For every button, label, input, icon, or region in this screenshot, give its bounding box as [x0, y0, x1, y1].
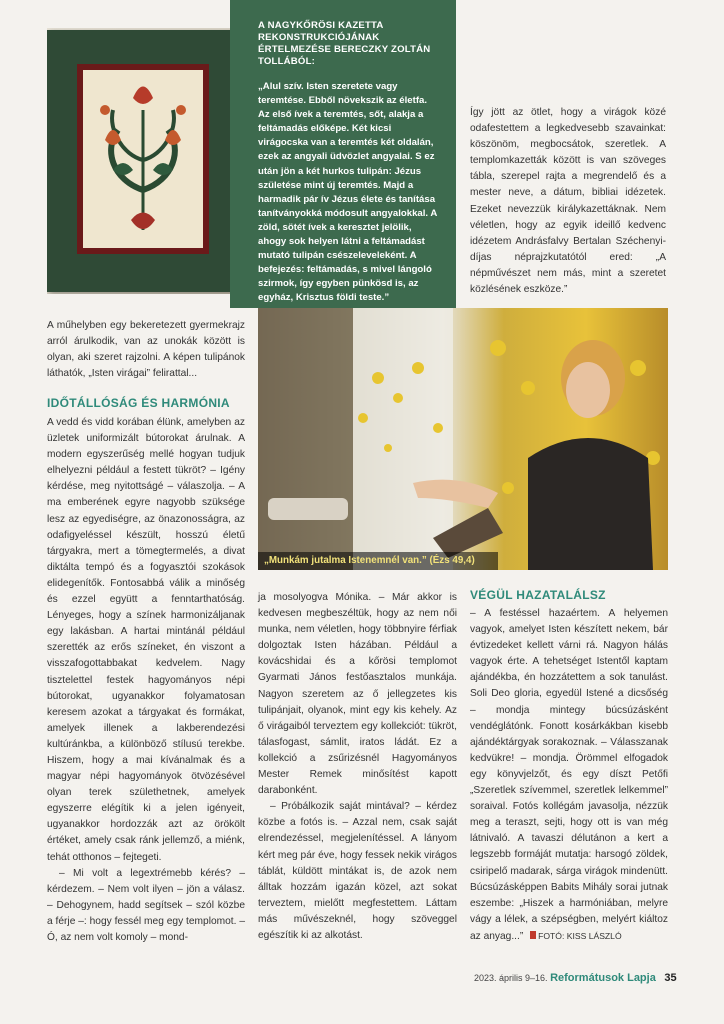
- sidebar-box-title: A NAGYKŐRÖSI KAZETTA REKONSTRUKCIÓJÁNAK ÉRTELMEZÉSE BERECZKY ZOLTÁN TOLLÁBÓL:: [258, 20, 431, 67]
- section-heading-idotallosag: IDŐTÁLLÓSÁG ÉS HARMÓNIA: [47, 396, 230, 410]
- section-heading-vegul-hazatalalsz: VÉGÜL HAZATALÁLSZ: [470, 588, 606, 602]
- right-column-top-text: Így jött az ötlet, hogy a virágok közé odafestettem a legkedvesebb szavainkat: köszönöm, megbocsátok, szeretlek. A templomkazetták között is van szöveges tábla, szerepel rajta a megrendelő és a mester neve, a dátum, bibliai idézetek. Ezeket nevezzük királykazettáknak. Nem véletlen, hogy az egyik ideillő kedvenc idézetem Andrásfalvy Bertalan Széchenyi-díjas néprajzkutatótól ered: „A népművészet nem más, mint a szeretet közlésének eszköze.”: [470, 107, 666, 296]
- green-picture-frame: [47, 30, 237, 292]
- portrait-photo: [258, 308, 668, 570]
- sidebar-info-box: [230, 0, 456, 308]
- section2-text: – A festéssel hazaértem. A helyemen vagyok, amelyet Isten készített nekem, bár évtizedeket kellett várni rá. Nagyon hálás vagyok érte. A tehetséget Istentől kaptam ajándékba, én hozzátettem a sok tanulást. Soli Deo gloria, egyedül Istené a dicsőség – mondja mintegy búcsúzásként vendéglátónk. Fonott kosárkákban kisebb ajándéktárgyak sorakoznak. – Válasszanak kedvükre! – mondja. Örömmel elfogadok egy könyvjelzőt, és egy díszt Petőfi „Szeretlek szívemmel, szeretlek lelkemmel” soraival. Fotós kollégám javasolja, nézzük meg a teraszt, sejti, hogy ott is van még látnivaló. A tavaszi délutánon a kert a legszebb formáját mutatja: harsogó zöldek, csiripelő madarak, sárga virágok mindenütt. Búcsúzásképpen Babits Mihály sorai jutnak eszembe: „Hiszek a harmóniában, melyre vágy a lélek, a szépségben, melyért kiáltoz az anyag...”: [470, 608, 668, 942]
- footer-magazine: Reformátusok Lapja: [550, 972, 656, 984]
- photo-credit: FOTÓ: KISS LÁSZLÓ: [538, 930, 622, 941]
- tulip-motif-icon: [83, 70, 203, 248]
- photo-caption: „Munkám jutalma Istenemnél van.” (Ézs 49,4): [264, 555, 475, 566]
- woman-reading-photo-icon: [258, 308, 668, 570]
- page-footer: [474, 972, 677, 984]
- middle-column-paragraph-2: – Próbálkozik saját mintával? – kérdez közbe a fotós is. – Azzal nem, csak saját elrendezéssel, megjelenítéssel. A lányom kért meg pár éve, hogy fessek nekik virágos táblát, küldött mintákat is, de azok nem álltak hozzám igazán közel, azt sokat terveztem, mielőtt megfestettem. Láttam más művészeknél, hogy szöveggel egészítik ki az alkotást.: [258, 801, 457, 941]
- middle-column-paragraph-1: ja mosolyogva Mónika. – Már akkor is kedvesen megbeszéltük, hogy az nem női munka, nem véletlen, hogy többnyire férfiak dolgoztak Isten házában. Például a kovácshidai és a kőrösi templomot Gyarmati János festőasztalos munkája. Nagyon szeretem az ő jellegzetes kis tulipánjait, olyanok, mint egy kis kehely. Az ő virágaiból terveztem egy kollekciót: tükröt, tálasfogast, sámlit, iratos ládát. Ez a kollekció a zsűrizésnél Hagyományos Mester Remek minősítést kapott darabonként.: [258, 592, 457, 797]
- right-column-bottom-text: [470, 606, 668, 945]
- left-column-paragraph-2: – Mi volt a legextrémebb kérés? – kérdezem. – Nem volt ilyen – jön a válasz. – Dehogynem, hadd segítsek – szól közbe a férje –: hogy fessél meg egy templomot. – Ó, az nem volt komoly – mond-: [47, 867, 245, 943]
- page-number: 35: [664, 972, 677, 984]
- painting-caption: A műhelyben egy bekeretezett gyermekrajz arról árulkodik, van az unokák között is olyan, aki szeret rajzolni. A képen tulipánok láthatók, „Isten virágai” felirattal...: [47, 320, 245, 380]
- middle-column-text: [258, 590, 457, 944]
- left-column-paragraph-1: A vedd és vidd korában élünk, amelyben az üzletek uniformizált bútorokat árulnak. A modern egyszerűség mellé hogyan tudjuk elhelyezni például a festett tükröt? – Igény kérdése, meg nyitottságé – válaszolja. – A ma emberének egyre nagyobb szüksége lesz az egyediségre, az önazonosságra, az odafigyeléssel készült, hosszú életű tárgyakra, mert a tömegtermelés, a divat diktálta tempó és a fogyasztói szokások elidegenítők. Fontosabbá válik a minőség és ezzel együtt a fenntarthatóság. Lényeges, hogy a színek harmonizáljanak egy lakásban. A hartai mintánál például szerették az erős színeket, én viszont a visszafogottabbakat kedvelem. Nagy tisztelettel festek hagyományos népi bútorokat, ugyanakkor folyamatosan keresem azokat a tárgyakat és formákat, amelyek illenek a lakberendezési kultúránkba, a különböző stílusú terekbe. Hiszem, hogy a mai kívánalmak és a magyar népi hagyományok ötvözésével olyan terek születhetnek, amelyek egyszerre elégítik ki a jelen igényeit, ugyanakkor hordozzák azt az örökölt értéket, amely csak ránk jellemző, a miénk, tehát otthonos – fejtegeti.: [47, 417, 245, 863]
- red-inner-frame: [77, 64, 209, 254]
- folk-tulip-painting: [83, 70, 203, 248]
- footer-date: 2023. április 9–16.: [474, 973, 548, 983]
- left-column-text: [47, 415, 245, 946]
- framed-painting-photo: [47, 28, 243, 294]
- sidebar-box-text: „Alul szív. Isten szeretete vagy teremtése. Ebből növekszik az életfa. Az első ívek a teremtés, sőt, alakja a feltámadás előképe. Két kicsi virágocska van a teremtés két oldalán, ezek az angyali üdvözlet angyalai. S ez után jön a két hurkos tulipán: Jézus születése mint új teremtés. Majd a harmadik pár ív Jézus élete és tanítása tanítványokká módosult angyalokkal. A zöld, sötét ívek a keresztet jelölik, ahogy sok helyen látni a feltámadást mutató tulipán csészeleveleként. A befejezés: feltámadás, s mivel lángoló szirmok, így egyben pünkösd is, az egyház, Krisztus földi teste.”: [258, 81, 437, 304]
- end-mark: [530, 931, 536, 939]
